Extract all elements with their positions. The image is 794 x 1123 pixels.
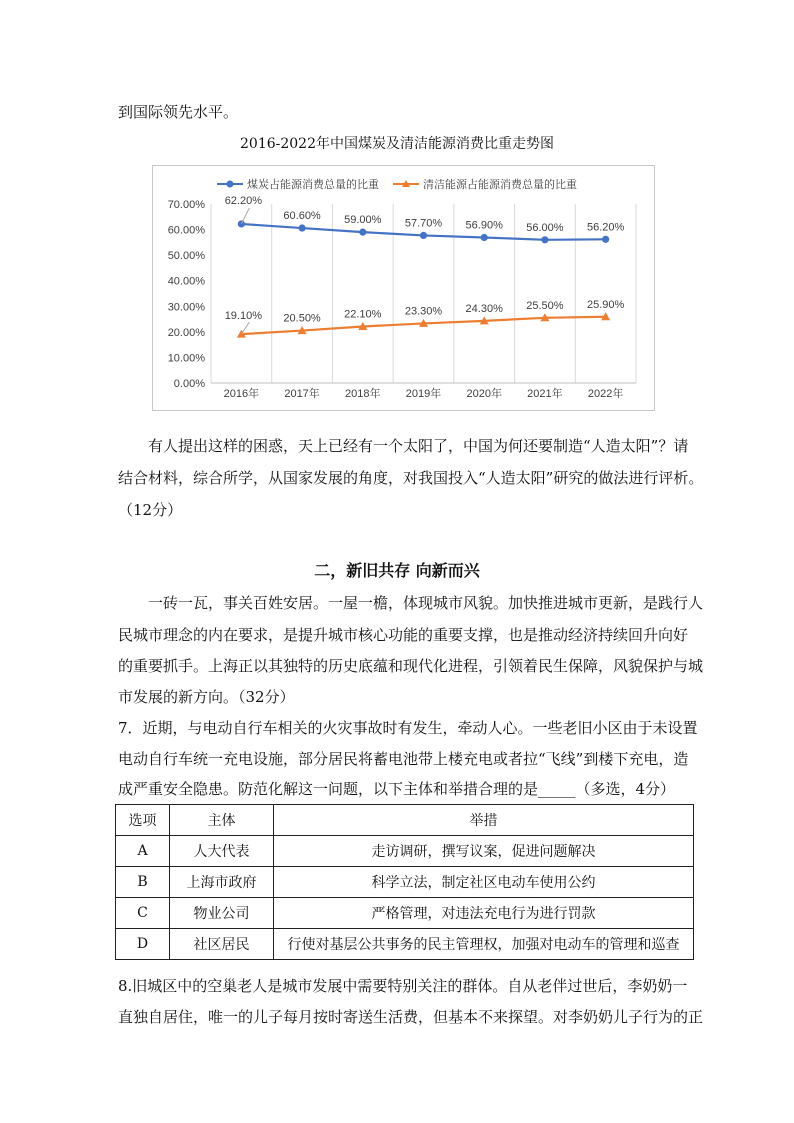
- x-tick-label: 2018年: [345, 388, 381, 400]
- data-label: 25.90%: [586, 298, 625, 311]
- data-label: 20.50%: [283, 312, 321, 325]
- y-tick-label: 70.00%: [167, 199, 205, 211]
- row-option: B: [116, 867, 170, 898]
- section-intro-line2: 民城市理念的内在要求，是提升城市核心功能的重要支撑，也是推动经济持续回升向好: [118, 626, 689, 644]
- y-tick-label: 40.00%: [167, 275, 205, 288]
- options-table: [115, 804, 694, 960]
- x-tick-label: 2017年: [284, 388, 320, 400]
- label-leader: [241, 322, 249, 334]
- y-tick-label: 30.00%: [167, 301, 205, 314]
- x-tick-label: 2019年: [405, 388, 442, 400]
- data-label: 62.20%: [224, 194, 263, 207]
- question7-line2: 电动自行车统一充电设施，部分居民将蓄电池带上楼充电或者拉“飞线”到楼下充电，造: [118, 750, 689, 768]
- legend-marker: [227, 181, 234, 188]
- row-option: A: [116, 836, 170, 867]
- y-tick-label: 50.00%: [167, 250, 205, 263]
- header-option: 选项: [116, 805, 170, 836]
- table-row: [116, 898, 694, 929]
- data-label: 56.00%: [526, 221, 564, 234]
- question8-line1: 8.旧城区中的空巢老人是城市发展中需要特别关注的群体。自从老伴过世后，李奶奶一: [118, 977, 688, 995]
- data-point: [481, 234, 488, 241]
- line-chart: [153, 166, 654, 410]
- chart-title: 2016-2022年中国煤炭及清洁能源消费比重走势图: [240, 136, 554, 152]
- data-label: 24.30%: [465, 302, 503, 315]
- data-label: 25.50%: [526, 299, 564, 312]
- x-tick-label: 2022年: [587, 388, 624, 400]
- header-subject: 主体: [170, 805, 274, 836]
- data-point: [602, 236, 609, 243]
- data-label: 22.10%: [344, 308, 382, 321]
- section-title: 二，新旧共存 向新而兴: [314, 561, 480, 580]
- question7-line3: 成严重安全隐患。防范化解这一问题，以下主体和举措合理的是_____（多选，4分）: [118, 780, 676, 798]
- data-point: [541, 236, 548, 243]
- section-intro-line1: 一砖一瓦，事关百姓安居。一屋一檐，体现城市风貌。加快推进城市更新，是践行人: [148, 594, 704, 612]
- y-tick-label: 0.00%: [173, 378, 205, 390]
- data-label: 59.00%: [344, 214, 382, 227]
- data-point: [420, 232, 427, 239]
- table-row: [116, 929, 694, 960]
- y-tick-label: 20.00%: [167, 326, 205, 339]
- header-measure: 举措: [274, 805, 694, 836]
- data-label: 56.20%: [586, 221, 625, 234]
- question6-line1: 有人提出这样的困惑，天上已经有一个太阳了，中国为何还要制造“人造太阳”？请: [148, 437, 689, 455]
- row-measure: 行使对基层公共事务的民主管理权，加强对电动车的管理和巡查: [274, 929, 694, 960]
- legend-label: 煤炭占能源消费总量的比重: [247, 179, 379, 191]
- row-measure: 走访调研，撰写议案，促进问题解决: [274, 836, 694, 867]
- data-label: 19.10%: [224, 310, 263, 323]
- data-label: 57.70%: [404, 217, 443, 230]
- row-subject: 人大代表: [170, 836, 274, 867]
- section-intro-line3: 的重要抓手。上海正以其独特的历史底蕴和现代化进程，引领着民生保障，风貌保护与城: [118, 657, 704, 675]
- data-label: 56.90%: [465, 219, 503, 232]
- legend-label: 清洁能源占能源消费总量的比重: [423, 179, 577, 191]
- section-intro-line4: 市发展的新方向。（32分）: [118, 688, 295, 706]
- question8-line2: 直独自居住，唯一的儿子每月按时寄送生活费，但基本不来探望。对李奶奶儿子行为的正: [118, 1008, 704, 1026]
- row-option: D: [116, 929, 170, 960]
- row-measure: 科学立法，制定社区电动车使用公约: [274, 867, 694, 898]
- table-header-row: [116, 805, 694, 836]
- row-measure: 严格管理，对违法充电行为进行罚款: [274, 898, 694, 929]
- row-option: C: [116, 898, 170, 929]
- label-leader: [241, 208, 249, 224]
- row-subject: 物业公司: [170, 898, 274, 929]
- chart-frame: [152, 165, 655, 411]
- question6-line2: 结合材料，综合所学，从国家发展的角度，对我国投入“人造太阳”研究的做法进行评析。: [118, 469, 704, 487]
- row-subject: 社区居民: [170, 929, 274, 960]
- intro-tail: 到国际领先水平。: [118, 103, 239, 121]
- question7-line1: 7．近期，与电动自行车相关的火灾事故时有发生，牵动人心。一些老旧小区由于未设置: [118, 719, 698, 737]
- y-tick-label: 10.00%: [167, 352, 205, 365]
- row-subject: 上海市政府: [170, 867, 274, 898]
- table-row: [116, 867, 694, 898]
- x-tick-label: 2021年: [527, 388, 563, 400]
- data-label: 23.30%: [404, 305, 443, 318]
- data-label: 60.60%: [283, 210, 321, 223]
- data-point: [359, 229, 366, 236]
- table-row: [116, 836, 694, 867]
- y-tick-label: 60.00%: [167, 224, 205, 237]
- x-tick-label: 2016年: [223, 388, 260, 400]
- x-tick-label: 2020年: [466, 388, 502, 400]
- data-point: [298, 224, 305, 231]
- question6-line3: （12分）: [118, 501, 183, 519]
